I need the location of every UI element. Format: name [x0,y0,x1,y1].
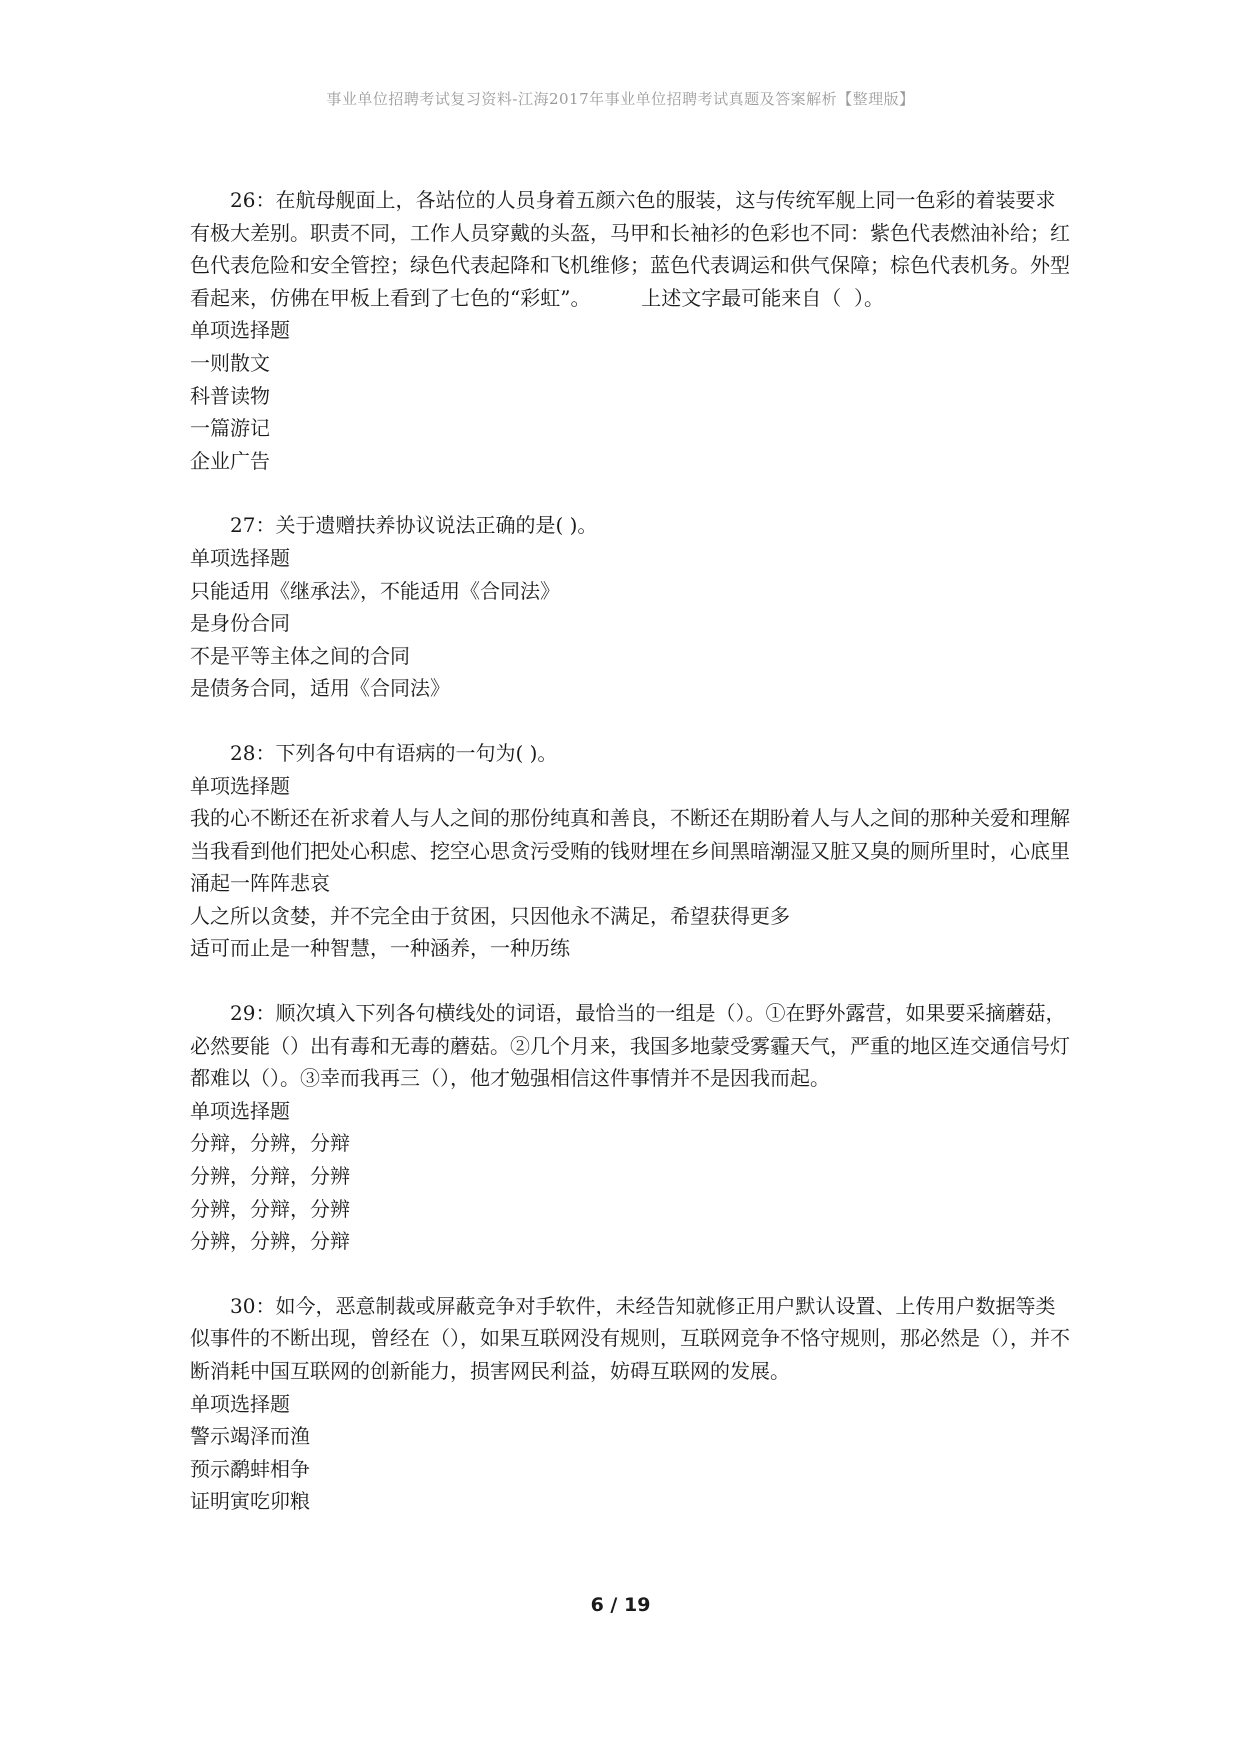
option-b: 是身份合同 [190,611,290,636]
question-30 [190,1290,1070,1518]
page-number: 6 / 19 [590,1594,651,1616]
question-type: 单项选择题 [190,773,290,798]
question-stem: 29：顺次填入下列各句横线处的词语，最恰当的一组是（）。①在野外露营，如果要采摘蘑菇，必然要能（）出有毒和无毒的蘑菇。②几个月来，我国多地蒙受雾霾天气，严重的地区连交通信号灯都难以（）。③幸而我再三（），他才勉强相信这件事情并不是因我而起。 [190,1001,1070,1091]
option-c: 人之所以贪婪，并不完全由于贫困，只因他永不满足，希望获得更多 [190,903,790,928]
question-type: 单项选择题 [190,1391,290,1416]
option-c: 分辨，分辩，分辨 [190,1196,350,1221]
option-d: 适可而止是一种智慧，一种涵养，一种历练 [190,936,570,961]
question-type: 单项选择题 [190,1098,290,1123]
question-28 [190,737,1070,965]
option-a: 分辩，分辨，分辩 [190,1131,350,1156]
option-a: 一则散文 [190,350,270,375]
option-a: 我的心不断还在祈求着人与人之间的那份纯真和善良，不断还在期盼着人与人之间的那种关爱和理解 [190,806,1070,831]
question-26 [190,184,1070,477]
document-body [190,184,1070,1550]
option-b: 分辨，分辩，分辨 [190,1164,350,1189]
option-d: 是债务合同，适用《合同法》 [190,676,450,701]
option-d: 企业广告 [190,448,270,473]
question-type: 单项选择题 [190,318,290,343]
question-stem: 27：关于遗赠扶养协议说法正确的是( )。 [230,513,598,538]
option-c: 一篇游记 [190,416,270,441]
option-d: 分辨，分辨，分辩 [190,1229,350,1254]
option-b: 当我看到他们把处心积虑、挖空心思贪污受贿的钱财埋在乡间黑暗潮湿又脏又臭的厕所里时，心底里涌起一阵阵悲哀 [190,838,1070,896]
question-stem: 30：如今，恶意制裁或屏蔽竞争对手软件，未经告知就修正用户默认设置、上传用户数据等类似事件的不断出现，曾经在（），如果互联网没有规则，互联网竞争不恪守规则，那必然是（），并不断消耗中国互联网的创新能力，损害网民利益，妨碍互联网的发展。 [190,1293,1070,1383]
option-b: 科普读物 [190,383,270,408]
option-c: 证明寅吃卯粮 [190,1489,310,1514]
page-header: 事业单位招聘考试复习资料-江海2017年事业单位招聘考试真题及答案解析【整理版】 [326,90,915,108]
option-c: 不是平等主体之间的合同 [190,643,410,668]
question-stem: 26：在航母舰面上，各站位的人员身着五颜六色的服装，这与传统军舰上同一色彩的着装要求有极大差别。职责不同，工作人员穿戴的头盔，马甲和长袖衫的色彩也不同：紫色代表燃油补给；红色代表危险和安全管控；绿色代表起降和飞机维修；蓝色代表调运和供气保障；棕色代表机务。外型看起来，仿佛在甲板上看到了七色的“彩虹”。 上述文字最可能来自（ ）。 [190,188,1070,310]
question-27 [190,509,1070,705]
option-b: 预示鹬蚌相争 [190,1456,310,1481]
option-a: 只能适用《继承法》，不能适用《合同法》 [190,578,560,603]
option-a: 警示竭泽而渔 [190,1424,310,1449]
question-stem: 28：下列各句中有语病的一句为( )。 [230,740,558,765]
question-29 [190,997,1070,1258]
question-type: 单项选择题 [190,545,290,570]
